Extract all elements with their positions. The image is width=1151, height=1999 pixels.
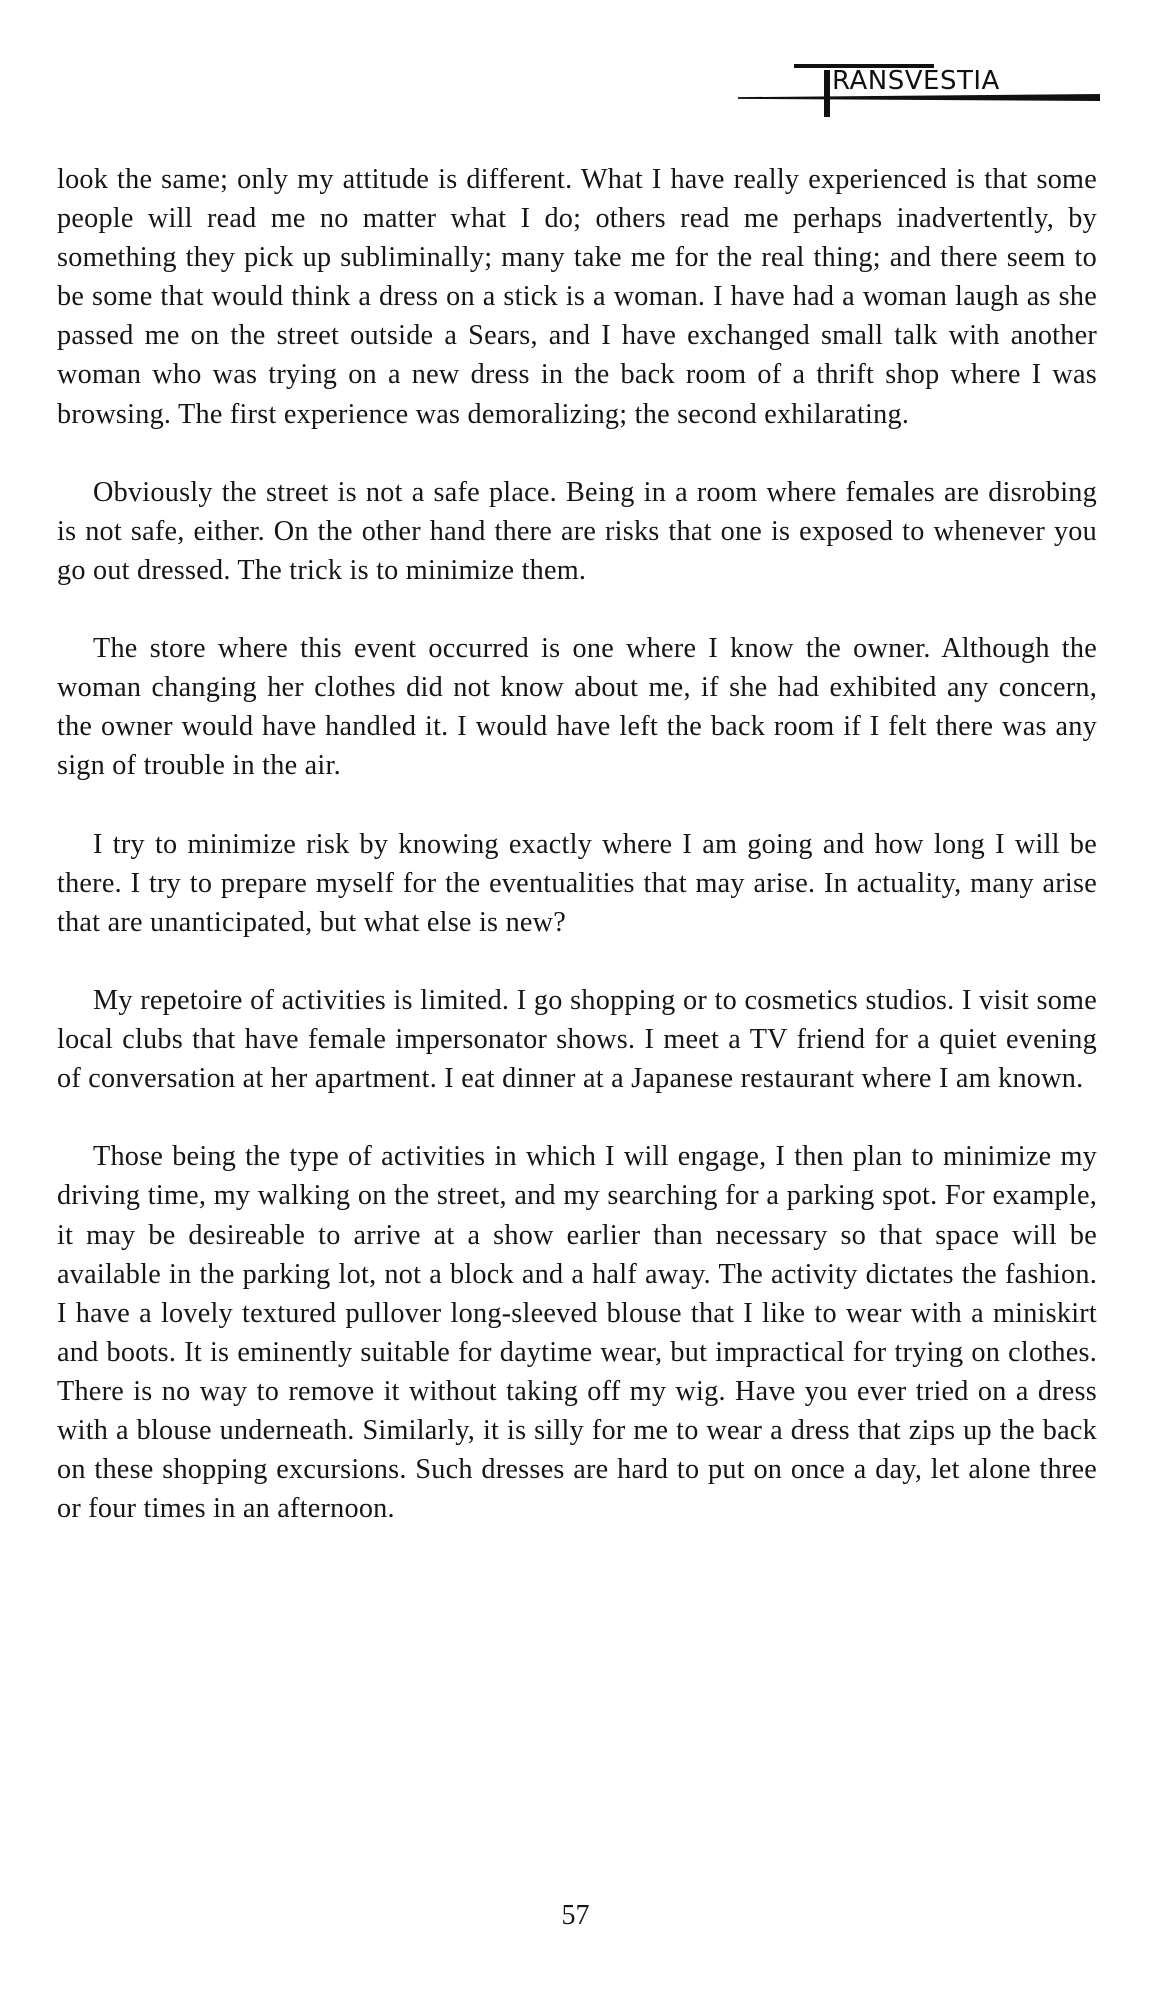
body-text — [57, 160, 1097, 1567]
paragraph: My repetoire of activities is limited. I go shopping or to cosmetics studios. I visit some local clubs that have female impersonator shows. I meet a TV friend for a quiet evening of conversation at her apartment. I eat dinner at a Japanese restaurant where I am known. — [57, 984, 1097, 1095]
running-header — [738, 54, 1100, 124]
paragraph: Those being the type of activities in which I will engage, I then plan to minimize my driving time, my walking on the street, and my searching for a parking spot. For example, it may be desireable to arrive at a show earlier than necessary so that space will be available in the parking lot, not a block and a half away. The activity dictates the fashion. I have a lovely textured pullover long-sleeved blouse that I like to wear with a miniskirt and boots. It is eminently suitable for daytime wear, but impractical for trying on clothes. There is no way to remove it without taking off my wig. Have you ever tried on a dress with a blouse underneath. Similarly, it is silly for me to wear a dress that zips up the back on these shopping excursions. Such dresses are hard to put on once a day, let alone three or four times in an afternoon. — [57, 1141, 1097, 1525]
paragraph: Obviously the street is not a safe place. Being in a room where females are disrobing is not safe, either. On the other hand there are risks that one is exposed to whenever you go out dressed. The trick is to minimize them. — [57, 476, 1097, 586]
paragraph: look the same; only my attitude is different. What I have really experienced is that some people will read me no matter what I do; others read me perhaps inadvertently, by something they pick up subliminally; many take me for the real thing; and there seem to be some that would think a dress on a stick is a woman. I have had a woman laugh as she passed me on the street outside a Sears, and I have exchanged small talk with another woman who was trying on a new dress in the back room of a thrift shop where I was browsing. The first experience was demoralizing; the second exhilarating. — [57, 164, 1097, 430]
header-logo-stem — [824, 70, 830, 117]
publication-title: RANSVESTIA — [832, 66, 1000, 96]
paragraph: I try to minimize risk by knowing exactly where I am going and how long I will be there. I try to prepare myself for the eventualities that may arise. In actuality, many arise that are unanticipated, but what else is new? — [57, 828, 1097, 938]
page-number: 57 — [561, 1900, 590, 1931]
paragraph: The store where this event occurred is one where I know the owner. Although the woman changing her clothes did not know about me, if she had exhibited any concern, the owner would have handled it. I would have left the back room if I felt there was any sign of trouble in the air. — [57, 633, 1097, 782]
